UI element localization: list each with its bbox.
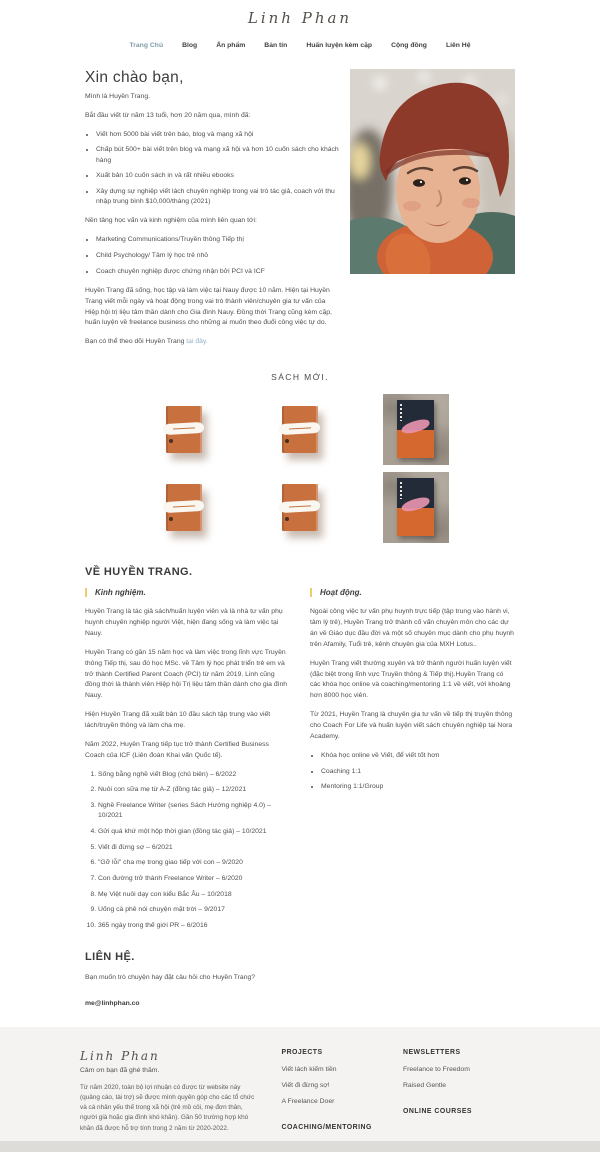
nav-trang-chu[interactable]: Trang Chủ [129, 42, 164, 49]
experience-column [85, 588, 290, 937]
profile-photo-illustration [350, 69, 515, 274]
nav-ban-tin[interactable]: Bản tin [264, 42, 288, 49]
list-item: • Xây dựng sự nghiệp viết lách chuyên nghiệp trong vai trò tác giả, coach với thu nhập trung bình $10,000/tháng (2021) [96, 187, 340, 207]
books-grid [125, 390, 475, 546]
main-content [85, 49, 515, 1010]
list-item: • Coach chuyên nghiệp được chứng nhận bởi PCI và ICF [96, 267, 340, 277]
paragraph: Ngoài công việc tư vấn phụ huynh trực tiếp (tập trung vào hành vi, tâm lý trẻ), Huyền Trang trở thành cố vấn chuyên môn cho các dự án về Giáo dục đầu đời và một số chuyên mục dành cho phụ huynh trên Afamily, Tuổi trẻ, kênh chuyên gia của MXH Lotus.. [310, 608, 514, 648]
book-list-item: 7. Con đường trở thành Freelance Writer – 6/2020 [98, 874, 290, 884]
hero-bio-paragraph: Huyền Trang đã sống, học tập và làm việc tại Nauy được 10 năm. Hiện tại Huyền Trang viết mỗi ngày và hoạt động trong vai trò thành viên/chuyên gia tư vấn của Hiệp hội trị liệu tâm thần dành cho Gia đình Nauy. Đồng thời Trang cũng kèm cặp, huấn luyện về freelance business cho những ai muốn theo đuổi công việc tự do. [85, 286, 332, 327]
paragraph: Từ 2021, Huyền Trang là chuyên gia tư vấn về tiếp thị truyền thông cho Coach For Life và huấn luyện viết sách chuyên nghiệp tại Nora Academy. [310, 711, 513, 740]
list-item: • Coaching 1:1 [321, 767, 515, 777]
hero-subtitle: Mình là Huyền Trang. [85, 93, 150, 100]
page-title: Xin chào bạn, [85, 69, 184, 86]
contact-email-link[interactable]: me@linhphan.co [85, 999, 140, 1007]
book-list-item: 10. 365 ngày trong thế giới PR – 6/2016 [98, 921, 290, 931]
book-cover-small[interactable] [282, 406, 318, 453]
site-logo[interactable]: Linh Phan [247, 9, 353, 27]
follow-here-link[interactable]: tại đây. [186, 338, 208, 346]
nav-blog[interactable]: Blog [182, 42, 198, 49]
hero-follow-line [85, 337, 340, 348]
book-list-item: 3. Nghề Freelance Writer (series Sách Hướng nghiệp 4.0) – 10/2021 [98, 801, 290, 821]
paragraph: Năm 2022, Huyền Trang tiếp tục trở thành Certified Business Coach của ICF (Liên đoàn Khai vấn Quốc tế). [85, 740, 269, 759]
profile-photo [350, 69, 515, 274]
projects-heading: PROJECTS [281, 1048, 323, 1056]
book-list-item: 2. Nuôi con sữa mẹ từ A-Z (đồng tác giả) – 12/2021 [98, 785, 290, 795]
about-section [85, 566, 515, 937]
activities-title: Hoạt động. [310, 588, 515, 597]
book-list-item: 5. Viết đi đừng sợ – 6/2021 [98, 843, 290, 853]
list-item: • Mentoring 1:1/Group [321, 782, 515, 792]
hero-lead: Bắt đầu viết từ năm 13 tuổi, hơn 20 năm qua, mình đã: [85, 111, 251, 119]
paragraph: Huyền Trang là tác giả sách/huấn luyện viên và là nhà tư vấn phụ huynh chuyên nghiệp người Việt, hiện đang sống và làm việc tại Nauy. [85, 608, 283, 637]
hero-lead2: Nền tảng học vấn và kinh nghiệm của mình liên quan tới: [85, 217, 257, 225]
list-item: • Viết hơn 5000 bài viết trên báo, blog và mạng xã hội [96, 130, 340, 140]
footer-donation-paragraph: Từ năm 2020, toàn bộ lợi nhuận có được từ website này (quảng cáo, tài trợ) sẽ được mình quyên góp cho các tổ chức và cá nhân yếu thế trong xã hội (trẻ mồ côi, mẹ đơn thân, người già hoặc gia đình khó khăn). Gần 50 trường hợp khó khăn đã được hỗ trợ tính trong 2 năm từ 2020-2022. [80, 1083, 255, 1132]
book-cover-photo[interactable] [383, 394, 449, 465]
list-item: • Khóa học online về Viết, để viết tốt hơn [321, 751, 515, 761]
books-heading: SÁCH MỚI. [271, 372, 329, 383]
nav-lien-he[interactable]: Liên Hệ [445, 42, 471, 49]
contact-heading: LIÊN HỆ. [85, 950, 135, 963]
nav-huan-luyen[interactable]: Huấn luyện kèm cặp [306, 42, 373, 49]
footer-link[interactable]: A Freelance Doer [281, 1097, 335, 1105]
footer-link[interactable]: Viết lách kiếm tiền [281, 1065, 337, 1073]
footer-link[interactable]: Viết đi đừng sợ! [281, 1081, 330, 1089]
footer-bottom-bar [0, 1141, 600, 1152]
site-footer [0, 1027, 600, 1152]
about-heading: VỀ HUYỀN TRANG. [85, 566, 193, 579]
site-header [0, 0, 600, 49]
coaching-heading: COACHING/MENTORING [281, 1123, 372, 1131]
footer-link[interactable]: Freelance to Freedom [402, 1065, 470, 1073]
book-cover-photo[interactable] [383, 472, 449, 543]
list-item: • Child Psychology/ Tâm lý học trẻ nhỏ [96, 251, 340, 261]
footer-logo[interactable]: Linh Phan [80, 1048, 160, 1063]
book-list-item: 1. Sống bằng nghề viết Blog (chủ biên) – 6/2022 [98, 770, 290, 780]
paragraph: Huyền Trang viết thường xuyên và trở thành người huấn luyện viết (đặc biệt trong lĩnh vực Truyền thông & Tiếp thị).Huyền Trang có các khóa học online và coaching/mentoring 1:1 về viết, với khoảng hơn 8000 học viên. [310, 659, 512, 700]
nav-cong-dong[interactable]: Cộng đồng [391, 42, 427, 49]
hero-section [85, 69, 515, 356]
footer-projects-column [281, 1049, 379, 1141]
nav-an-pham[interactable]: Ấn phẩm [216, 42, 246, 49]
book-list-item: 8. Mẹ Việt nuôi dạy con kiểu Bắc Âu – 10/2018 [98, 890, 290, 900]
book-list-item: 9. Uống cà phê nói chuyện mặt trời – 9/2017 [98, 905, 290, 915]
footer-about-column [80, 1049, 257, 1141]
experience-title: Kinh nghiệm. [85, 588, 290, 597]
contact-section [85, 951, 515, 1010]
book-list-item: 6. "Gỡ lỗi" cha mẹ trong giao tiếp với con – 9/2020 [98, 858, 290, 868]
footer-thanks: Cảm ơn bạn đã ghé thăm. [80, 1066, 160, 1074]
follow-text: Bạn có thể theo dõi Huyền Trang [85, 338, 185, 346]
footer-link[interactable]: Raised Gentle [402, 1081, 447, 1089]
main-nav [0, 42, 600, 49]
new-books-section [85, 372, 515, 546]
activities-list [310, 751, 515, 793]
book-cover-small[interactable] [166, 484, 202, 531]
list-item: • Xuất bản 10 cuốn sách in và rất nhiều ebooks [96, 171, 340, 181]
published-books-list [85, 770, 290, 932]
book-list-item: 4. Gửi quá khứ một hộp thời gian (đồng tác giả) – 10/2021 [98, 827, 290, 837]
paragraph: Huyền Trang có gần 15 năm học và làm việc trong lĩnh vực Truyền thông Tiếp thị, sau đó học MSc. về Tâm lý học phát triển trẻ em và trở thành Certified Parent Coach (PCI) từ năm 2019. Linh cũng đồng thời là thành viên Hiệp hội Trị liệu tâm thần dành cho gia đình Nauy. [85, 648, 288, 700]
hero-background-list [85, 235, 340, 277]
footer-newsletters-column [403, 1049, 520, 1141]
book-cover-small[interactable] [166, 406, 202, 453]
contact-text: Bạn muốn trò chuyện hay đặt câu hỏi cho Huyền Trang? [85, 973, 256, 981]
list-item: • Chấp bút 500+ bài viết trên blog và mạng xã hội và hơn 10 cuốn sách cho khách hàng [96, 145, 340, 165]
paragraph: Hiện Huyền Trang đã xuất bản 10 đầu sách tập trung vào viết lách/truyền thông và làm cha mẹ. [85, 711, 271, 730]
activities-column [310, 588, 515, 937]
list-item: • Marketing Communications/Truyền thông Tiếp thị [96, 235, 340, 245]
newsletters-heading: NEWSLETTERS [402, 1048, 461, 1056]
courses-heading: ONLINE COURSES [402, 1107, 473, 1115]
hero-achievement-list [85, 130, 340, 208]
book-cover-small[interactable] [282, 484, 318, 531]
